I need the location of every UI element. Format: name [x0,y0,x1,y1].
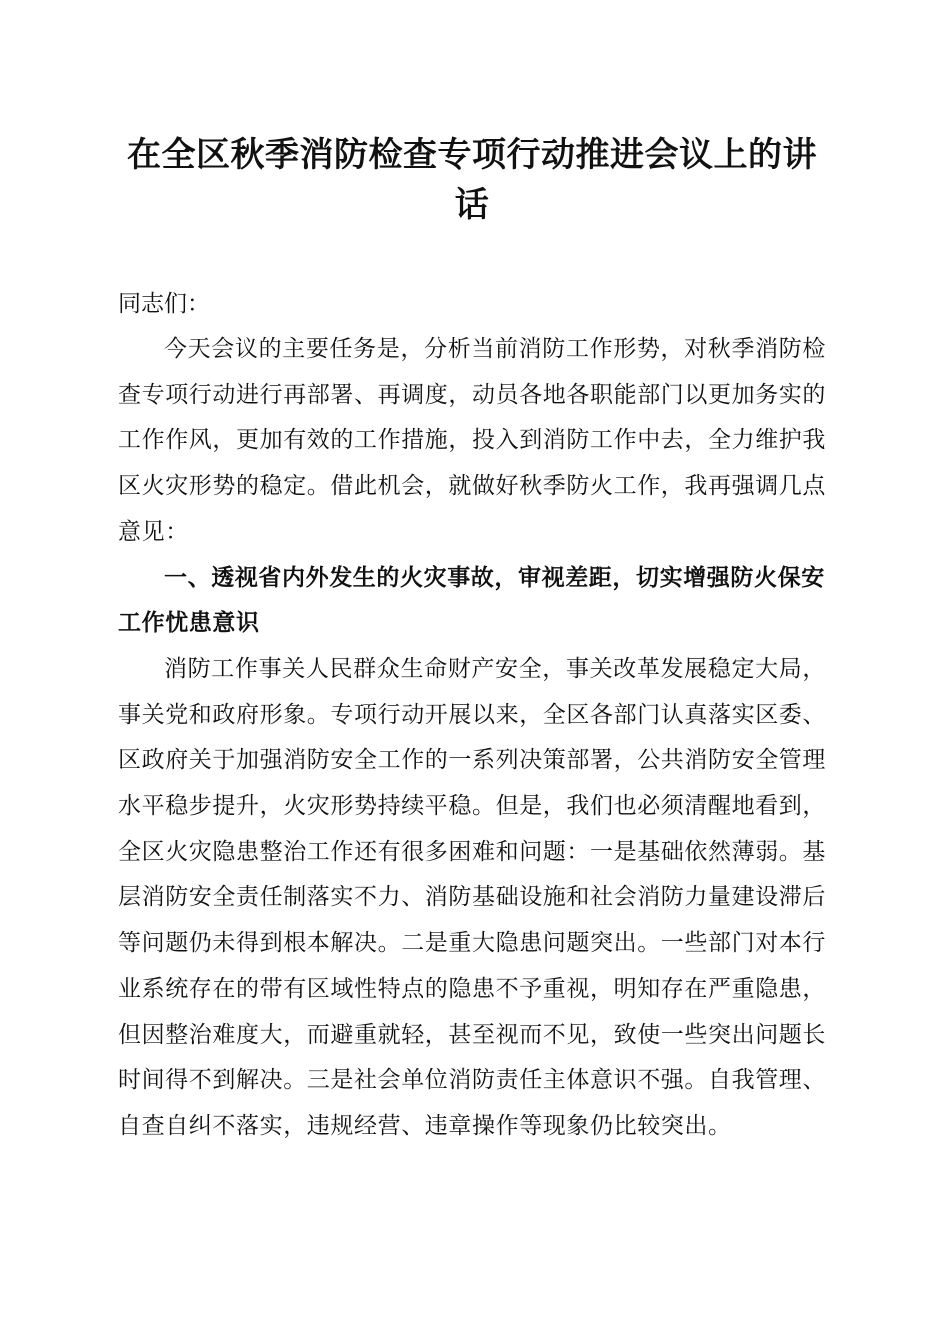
intro-paragraph: 今天会议的主要任务是，分析当前消防工作形势，对秋季消防检查专项行动进行再部署、再调度，动员各地各职能部门以更加务实的工作作风，更加有效的工作措施，投入到消防工作中去，全力维护我区火灾形势的稳定。借此机会，就做好秋季防火工作，我再强调几点意见： [118,336,826,545]
document-title: 在全区秋季消防检查专项行动推进会议上的讲话 [127,135,817,225]
salutation: 同志们： [118,291,210,317]
section-paragraph: 消防工作事关人民群众生命财产安全，事关改革发展稳定大局，事关党和政府形象。专项行动开展以来，全区各部门认真落实区委、区政府关于加强消防安全工作的一系列决策部署，公共消防安全管理水平稳步提升，火灾形势持续平稳。但是，我们也必须清醒地看到，全区火灾隐患整治工作还有很多困难和问题：一是基础依然薄弱。基层消防安全责任制落实不力、消防基础设施和社会消防力量建设滞后等问题仍未得到根本解决。二是重大隐患问题突出。一些部门对本行业系统存在的带有区域性特点的隐患不予重视，明知存在严重隐患，但因整治难度大，而避重就轻，甚至视而不见，致使一些突出问题长时间得不到解决。三是社会单位消防责任主体意识不强。自我管理、自查自纠不落实，违规经营、违章操作等现象仍比较突出。 [118,655,826,1139]
section-heading: 一、透视省内外发生的火灾事故，审视差距，切实增强防火保安工作忧患意识 [118,564,825,637]
document-page [118,130,826,1150]
